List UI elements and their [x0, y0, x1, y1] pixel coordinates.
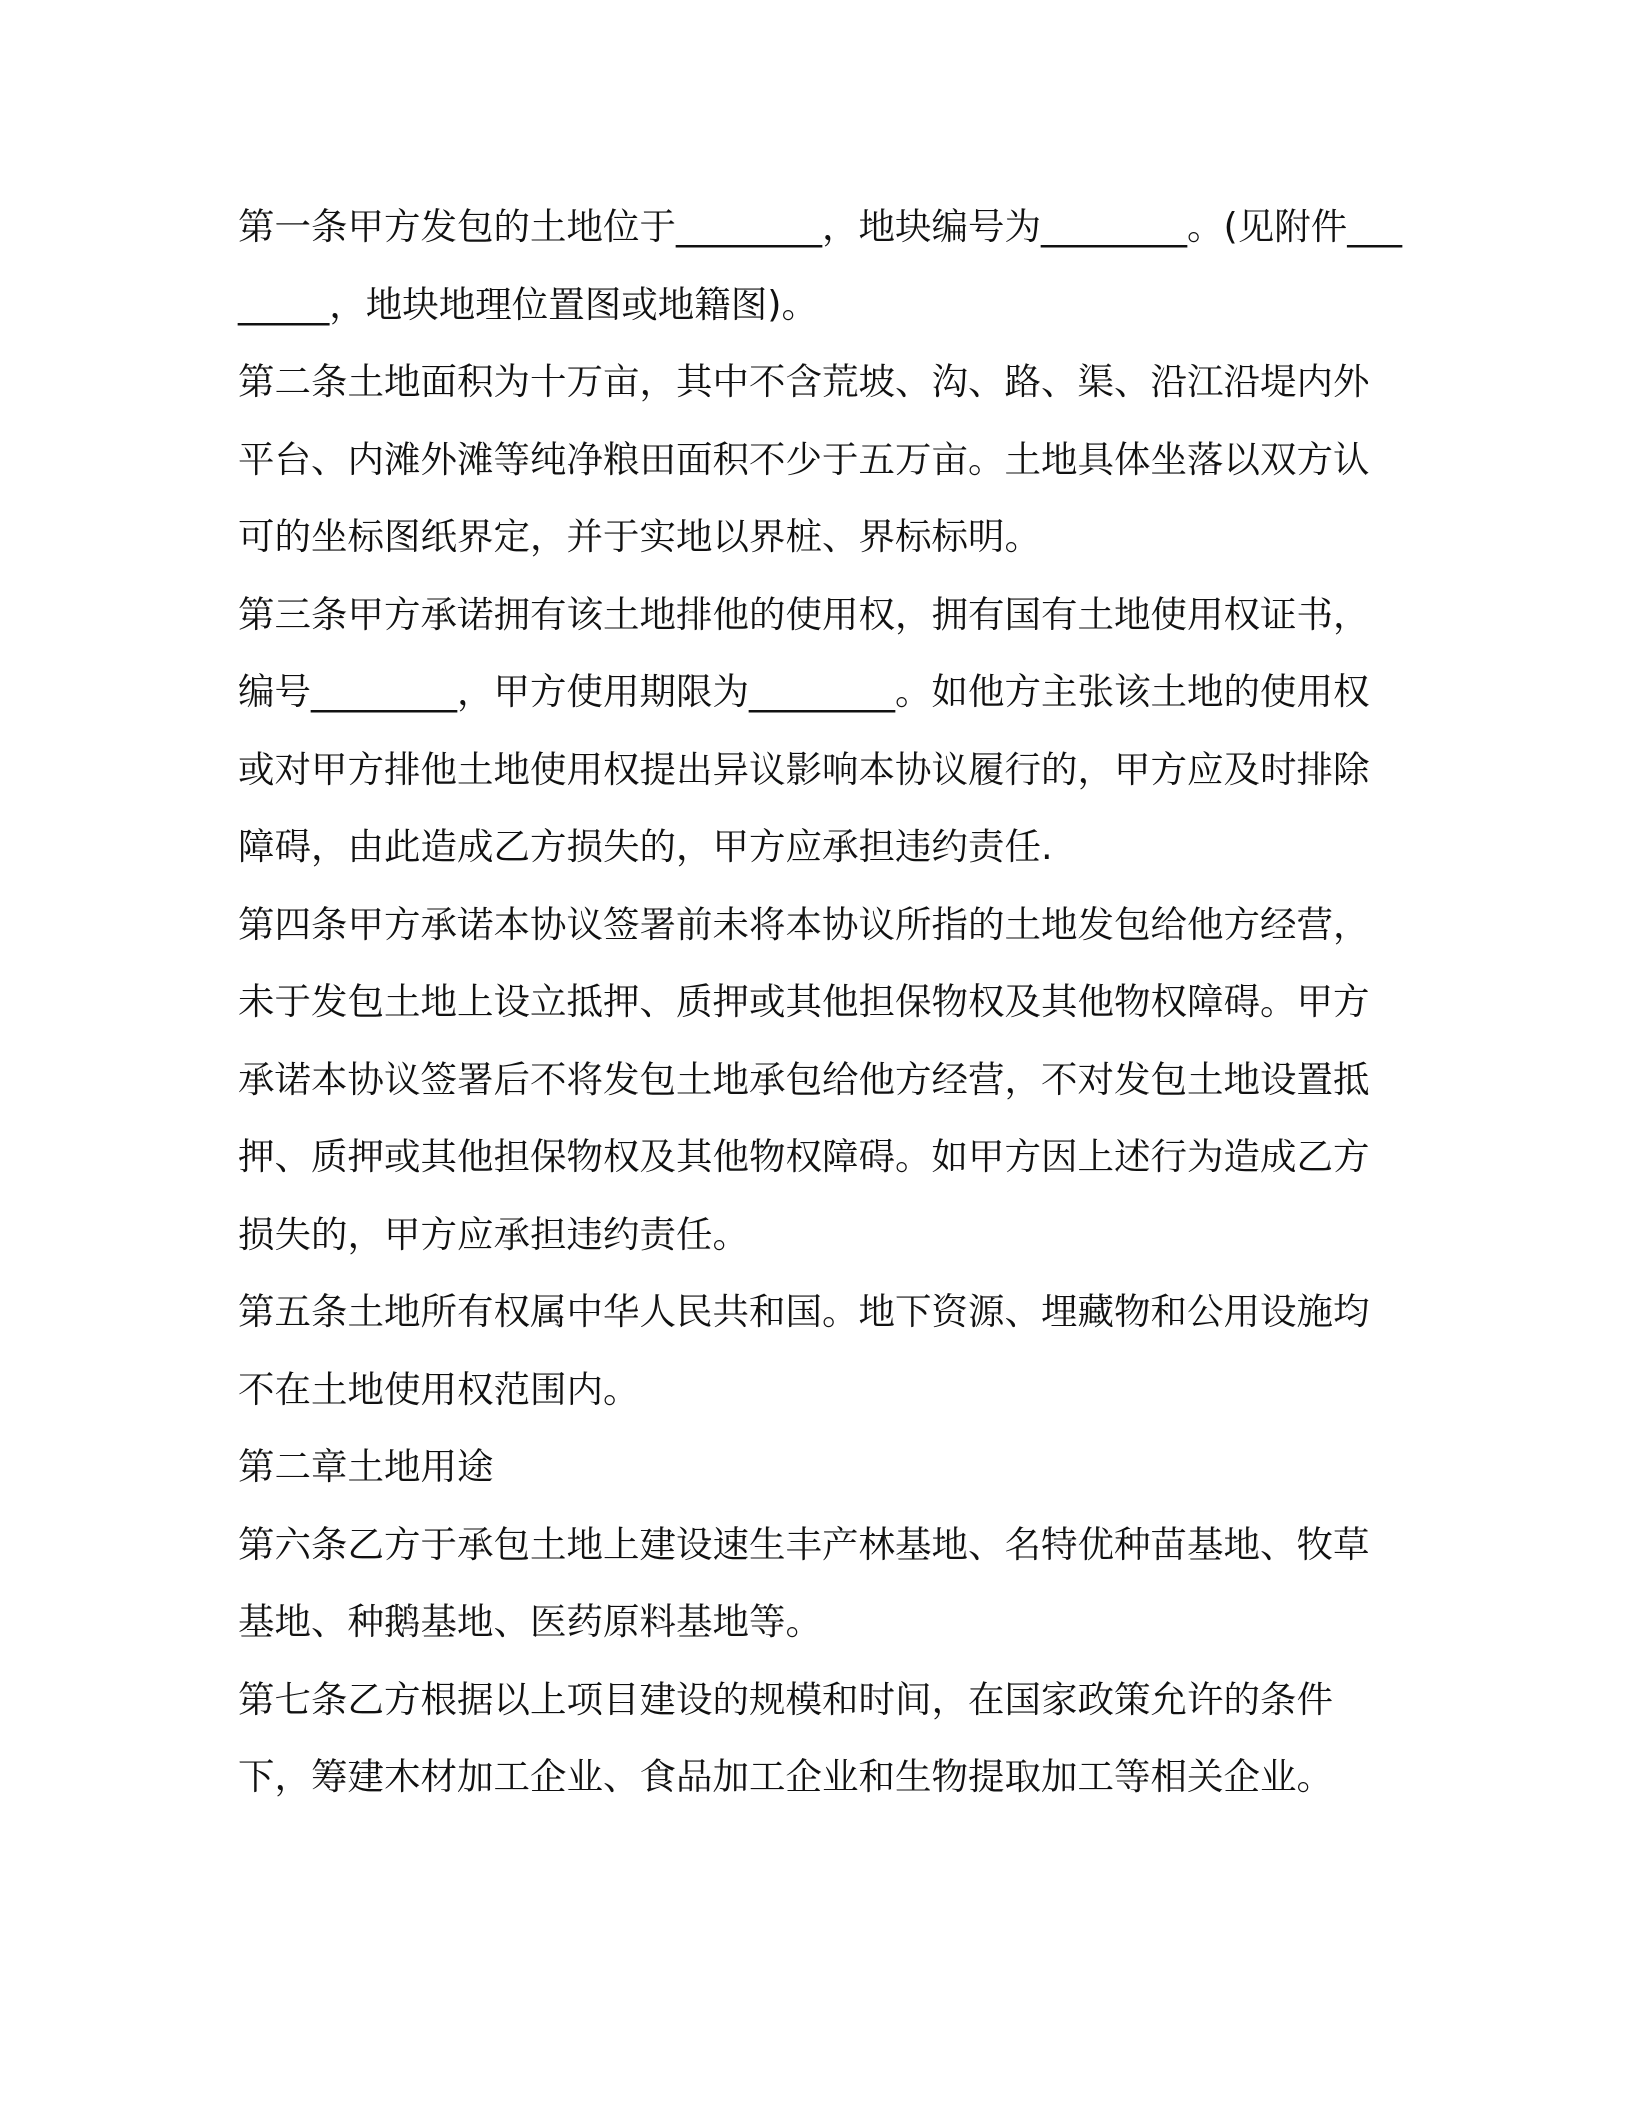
article-7-paragraph: 第七条乙方根据以上项目建设的规模和时间，在国家政策允许的条件下，筹建木材加工企业、食品加工企业和生物提取加工等相关企业。 — [238, 1677, 1333, 1798]
article-4-paragraph: 第四条甲方承诺本协议签署前未将本协议所指的土地发包给他方经营，未于发包土地上设立抵押、质押或其他担保物权及其他物权障碍。甲方承诺本协议签署后不将发包土地承包给他方经营，不对发包土地设置抵押、质押或其他担保物权及其他物权障碍。如甲方因上述行为造成乙方损失的，甲方应承担违约责任。 — [238, 902, 1370, 1256]
article-5-paragraph: 第五条土地所有权属中华人民共和国。地下资源、埋藏物和公用设施均不在土地使用权范围内。 — [238, 1290, 1370, 1411]
article-6-paragraph: 第六条乙方于承包土地上建设速生丰产林基地、名特优种苗基地、牧草基地、种鹅基地、医药原料基地等。 — [238, 1522, 1370, 1643]
article-2-paragraph: 第二条土地面积为十万亩，其中不含荒坡、沟、路、渠、沿江沿堤内外平台、内滩外滩等纯净粮田面积不少于五万亩。土地具体坐落以双方认可的坐标图纸界定，并于实地以界桩、界标标明。 — [238, 360, 1370, 558]
document-body — [238, 188, 1404, 1816]
article-3-paragraph: 第三条甲方承诺拥有该土地排他的使用权，拥有国有土地使用权证书，编号________，甲方使用期限为________。如他方主张该土地的使用权或对甲方排他土地使用权提出异议影响本协议履行的，甲方应及时排除障碍，由此造成乙方损失的，甲方应承担违约责任. — [238, 592, 1370, 868]
chapter-2-heading: 第二章土地用途 — [238, 1445, 494, 1488]
article-1-paragraph: 第一条甲方发包的土地位于________，地块编号为________。(见附件________，地块地理位置图或地籍图)。 — [238, 205, 1402, 326]
